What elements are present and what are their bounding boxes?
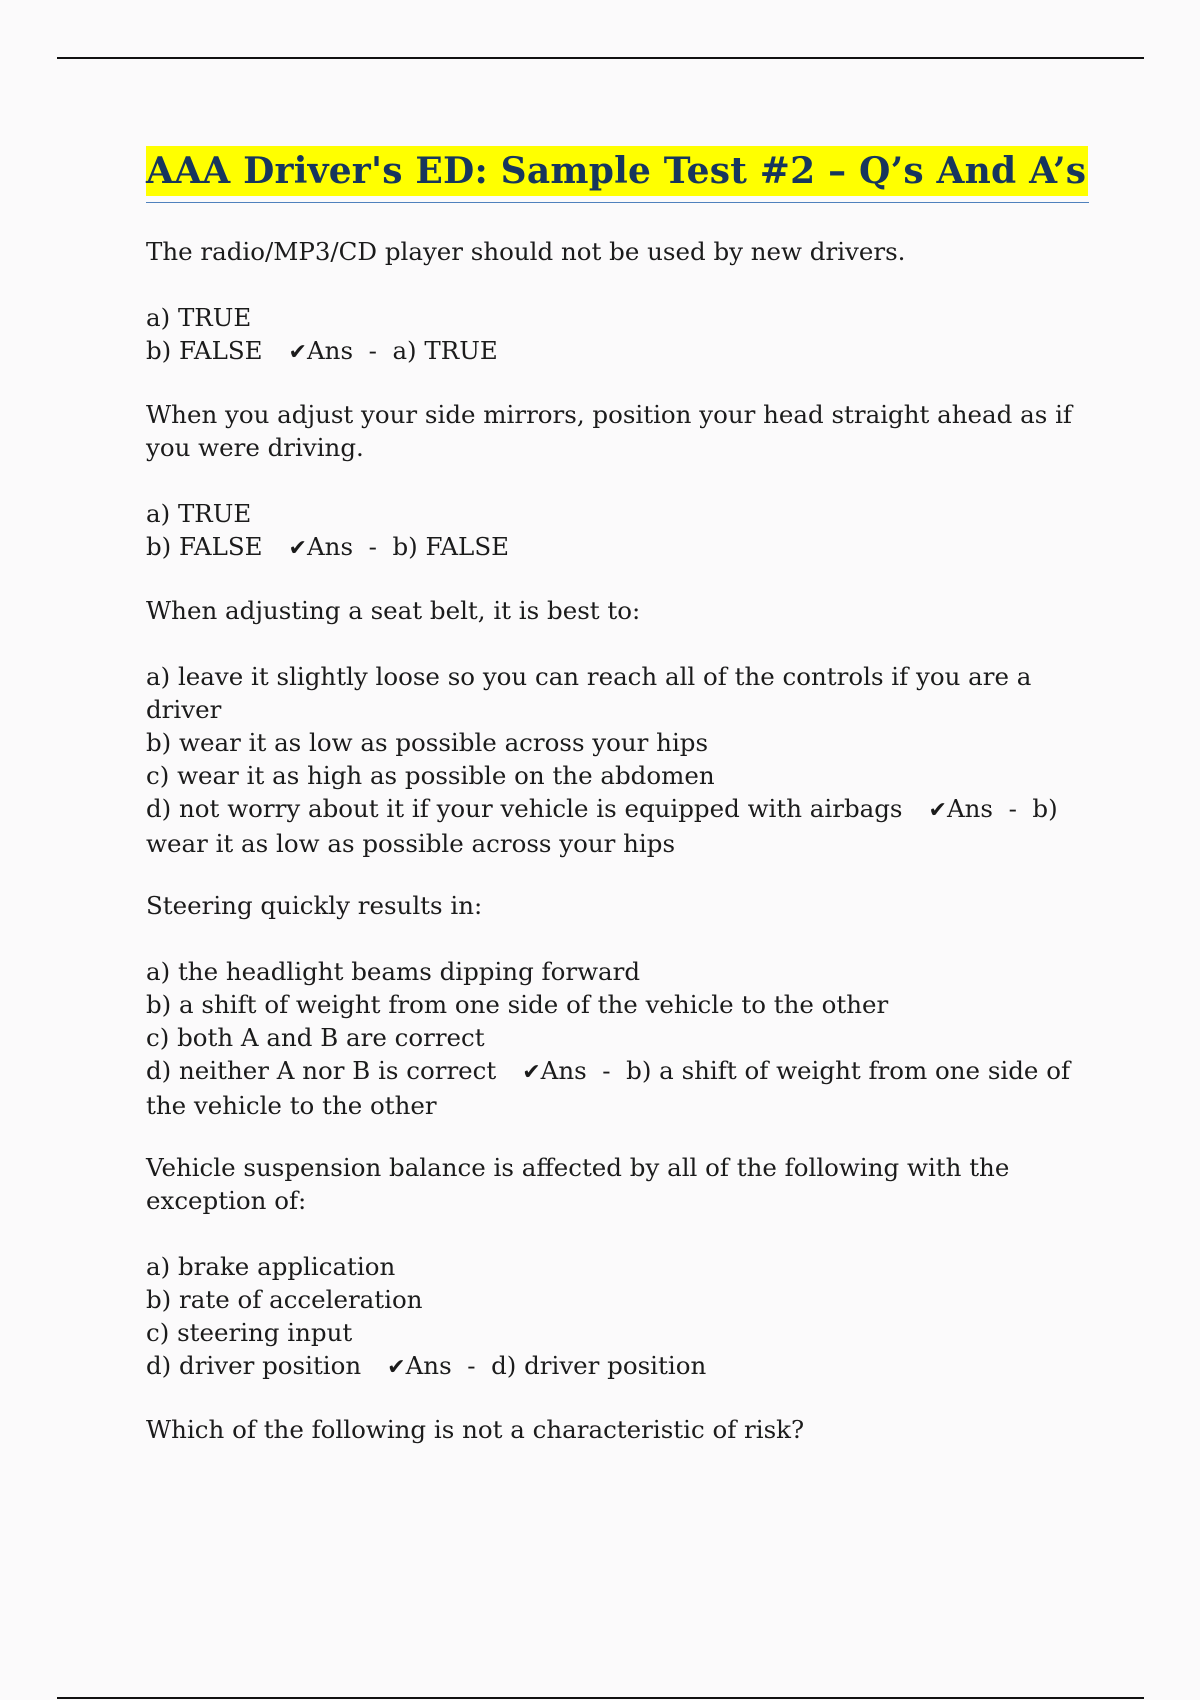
option: b) FALSE	[146, 532, 263, 561]
question-text: When adjusting a seat belt, it is best to:	[146, 596, 641, 625]
option: a) TRUE	[146, 303, 252, 332]
question-block	[146, 1151, 1089, 1384]
option: a) leave it slightly loose so you can reach all of the controls if you are a driver	[146, 662, 1032, 724]
answer-text: b) wear it as low as possible across your hips	[146, 794, 1058, 858]
bottom-rule	[57, 1697, 1144, 1699]
answer-label: Ans	[540, 1056, 587, 1085]
top-rule	[57, 57, 1144, 59]
answer-label: Ans	[306, 336, 354, 365]
option-list	[146, 1250, 1089, 1384]
option-list	[146, 660, 1089, 860]
answer-separator: -	[467, 1351, 476, 1380]
option: a) the headlight beams dipping forward	[146, 957, 641, 986]
check-icon: ✔	[387, 1355, 406, 1380]
question-block	[146, 889, 1089, 1122]
question-list	[146, 235, 1089, 1446]
question-text: The radio/MP3/CD player should not be used by new drivers.	[146, 237, 906, 266]
answer-separator: -	[602, 1056, 611, 1085]
option: d) neither A nor B is correct	[146, 1056, 497, 1085]
question-block	[146, 1413, 1089, 1446]
option: b) rate of acceleration	[146, 1285, 423, 1314]
question-text: Steering quickly results in:	[146, 891, 483, 920]
title-underline	[146, 146, 1089, 203]
option: b) wear it as low as possible across your hips	[146, 728, 709, 757]
answer-text: d) driver position	[491, 1351, 707, 1380]
option-list	[146, 955, 1089, 1122]
option-with-answer	[146, 1054, 1089, 1122]
document-title: AAA Driver's ED: Sample Test #2 – Q’s And A’s	[146, 146, 1088, 196]
answer-label: Ans	[306, 532, 354, 561]
question-block	[146, 235, 1089, 369]
option: d) driver position	[146, 1351, 362, 1380]
answer-separator: -	[368, 336, 377, 365]
document-body	[146, 146, 1089, 1446]
question-block	[146, 594, 1089, 860]
option: c) wear it as high as possible on the abdomen	[146, 761, 715, 790]
answer-label: Ans	[405, 1351, 452, 1380]
option: c) both A and B are correct	[146, 1023, 485, 1052]
check-icon: ✔	[522, 1060, 541, 1085]
option-with-answer	[146, 1349, 1089, 1384]
option: a) brake application	[146, 1252, 396, 1281]
option-with-answer	[146, 334, 1089, 369]
option: a) TRUE	[146, 499, 252, 528]
question-text: Which of the following is not a characteristic of risk?	[146, 1415, 805, 1444]
check-icon: ✔	[288, 340, 307, 365]
option-list	[146, 497, 1089, 565]
answer-text: a) TRUE	[392, 336, 498, 365]
answer-text: b) a shift of weight from one side of the vehicle to the other	[146, 1056, 1071, 1120]
answer-separator: -	[1008, 794, 1017, 823]
answer-text: b) FALSE	[392, 532, 509, 561]
check-icon: ✔	[288, 536, 307, 561]
question-text: Vehicle suspension balance is affected by all of the following with the exception of:	[146, 1153, 1010, 1215]
check-icon: ✔	[928, 798, 947, 823]
option-list	[146, 301, 1089, 369]
option: c) steering input	[146, 1318, 353, 1347]
option-with-answer	[146, 792, 1089, 860]
question-text: When you adjust your side mirrors, position your head straight ahead as if you were driving.	[146, 400, 1072, 462]
option-with-answer	[146, 530, 1089, 565]
answer-label: Ans	[946, 794, 993, 823]
option: b) a shift of weight from one side of the vehicle to the other	[146, 990, 889, 1019]
answer-separator: -	[368, 532, 377, 561]
question-block	[146, 398, 1089, 565]
option: d) not worry about it if your vehicle is equipped with airbags	[146, 794, 903, 823]
option: b) FALSE	[146, 336, 263, 365]
